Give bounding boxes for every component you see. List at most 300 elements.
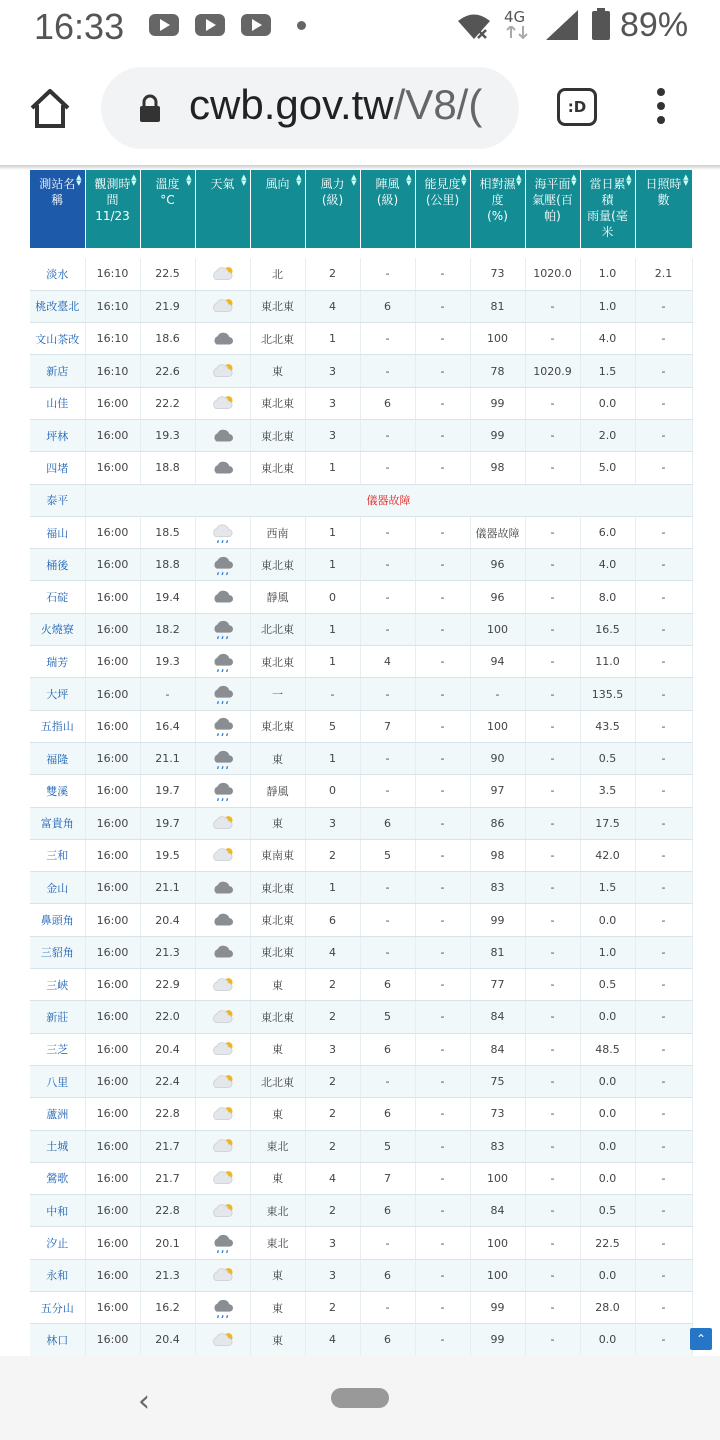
table-row bbox=[30, 581, 692, 613]
cell-dir: 東北東 bbox=[250, 1001, 305, 1033]
rain-icon bbox=[195, 613, 250, 645]
cell-dir: 靜風 bbox=[250, 581, 305, 613]
cell-wind: 2 bbox=[305, 1065, 360, 1097]
cell-gust: 7 bbox=[360, 1162, 415, 1194]
sort-icon[interactable]: ▲ ▼ bbox=[131, 173, 137, 187]
cell-pres: - bbox=[525, 1001, 580, 1033]
sort-icon[interactable]: ▲ ▼ bbox=[626, 173, 632, 187]
column-header[interactable] bbox=[140, 170, 195, 248]
cell-pres: - bbox=[525, 969, 580, 1001]
cell-hum: 96 bbox=[470, 581, 525, 613]
column-header-label: 風力 bbox=[320, 177, 345, 191]
cell-gust: 6 bbox=[360, 1098, 415, 1130]
cell-rain: 0.5 bbox=[580, 1195, 635, 1227]
cell-vis: - bbox=[415, 1033, 470, 1065]
cell-wind: 5 bbox=[305, 710, 360, 742]
station-link[interactable]: 福山 bbox=[30, 516, 85, 548]
cell-pres: - bbox=[525, 1324, 580, 1356]
rain-icon bbox=[195, 1227, 250, 1259]
station-link[interactable]: 鼻頭角 bbox=[30, 904, 85, 936]
station-link[interactable]: 中和 bbox=[30, 1195, 85, 1227]
cell-rain: 3.5 bbox=[580, 775, 635, 807]
cell-time: 16:00 bbox=[85, 904, 140, 936]
cell-wind: 3 bbox=[305, 1227, 360, 1259]
cell-sun: - bbox=[635, 1033, 692, 1065]
cell-temp: 18.8 bbox=[140, 452, 195, 484]
cell-vis: - bbox=[415, 904, 470, 936]
cell-pres: - bbox=[525, 839, 580, 871]
home-icon[interactable] bbox=[26, 84, 74, 132]
cell-wind: 1 bbox=[305, 549, 360, 581]
cell-time: 16:00 bbox=[85, 581, 140, 613]
sort-icon[interactable]: ▲ ▼ bbox=[461, 173, 467, 187]
table-row bbox=[30, 387, 692, 419]
cell-time: 16:00 bbox=[85, 452, 140, 484]
cell-dir: 東 bbox=[250, 1162, 305, 1194]
partly-cloudy-icon bbox=[195, 807, 250, 839]
instrument-fault-cell: 儀器故障 bbox=[85, 484, 692, 516]
table-row bbox=[30, 742, 692, 774]
cell-hum: 94 bbox=[470, 646, 525, 678]
cloudy-icon bbox=[195, 452, 250, 484]
cell-temp: 22.0 bbox=[140, 1001, 195, 1033]
table-row bbox=[30, 516, 692, 548]
cell-sun: - bbox=[635, 1195, 692, 1227]
cloudy-icon bbox=[195, 581, 250, 613]
cell-sun: - bbox=[635, 742, 692, 774]
cell-dir: 東 bbox=[250, 355, 305, 387]
cell-sun: - bbox=[635, 516, 692, 548]
station-link[interactable]: 鶯歌 bbox=[30, 1162, 85, 1194]
cell-hum: 99 bbox=[470, 1324, 525, 1356]
cell-vis: - bbox=[415, 646, 470, 678]
cell-temp: 19.4 bbox=[140, 581, 195, 613]
partly-cloudy-icon bbox=[195, 387, 250, 419]
cell-temp: 20.4 bbox=[140, 1033, 195, 1065]
cell-gust: 6 bbox=[360, 1259, 415, 1291]
column-header-label: 日照時 bbox=[645, 177, 682, 191]
cell-rain: 0.0 bbox=[580, 1098, 635, 1130]
cell-hum: 84 bbox=[470, 1001, 525, 1033]
youtube-notification-icon bbox=[241, 14, 271, 36]
cell-time: 16:00 bbox=[85, 807, 140, 839]
cell-wind: 2 bbox=[305, 1098, 360, 1130]
table-row bbox=[30, 1098, 692, 1130]
cloudy-icon bbox=[195, 872, 250, 904]
station-link[interactable]: 三貂角 bbox=[30, 936, 85, 968]
cell-time: 16:00 bbox=[85, 1324, 140, 1356]
signal-icon bbox=[546, 10, 578, 40]
cell-hum: 81 bbox=[470, 936, 525, 968]
cell-gust: 6 bbox=[360, 1324, 415, 1356]
cell-dir: 東 bbox=[250, 742, 305, 774]
cell-wind: 4 bbox=[305, 1324, 360, 1356]
cell-pres: - bbox=[525, 581, 580, 613]
cell-sun: - bbox=[635, 1292, 692, 1324]
column-header[interactable] bbox=[415, 170, 470, 248]
cell-time: 16:00 bbox=[85, 1065, 140, 1097]
cell-wind: 4 bbox=[305, 936, 360, 968]
cell-vis: - bbox=[415, 839, 470, 871]
cell-temp: 16.4 bbox=[140, 710, 195, 742]
cell-temp: 21.9 bbox=[140, 290, 195, 322]
cell-rain: 2.0 bbox=[580, 419, 635, 451]
cell-vis: - bbox=[415, 549, 470, 581]
cell-time: 16:10 bbox=[85, 258, 140, 290]
cell-sun: - bbox=[635, 355, 692, 387]
cell-rain: 4.0 bbox=[580, 549, 635, 581]
cell-gust: - bbox=[360, 904, 415, 936]
cell-dir: 東 bbox=[250, 1098, 305, 1130]
cell-rain: 1.5 bbox=[580, 355, 635, 387]
cell-dir: 東北東 bbox=[250, 710, 305, 742]
cell-sun: - bbox=[635, 387, 692, 419]
cell-wind: 3 bbox=[305, 1259, 360, 1291]
cell-gust: 5 bbox=[360, 1001, 415, 1033]
cell-wind: 2 bbox=[305, 969, 360, 1001]
cell-gust: 6 bbox=[360, 290, 415, 322]
cell-pres: - bbox=[525, 904, 580, 936]
cell-pres: - bbox=[525, 1227, 580, 1259]
cell-pres: - bbox=[525, 807, 580, 839]
cell-wind: 1 bbox=[305, 452, 360, 484]
cell-time: 16:00 bbox=[85, 549, 140, 581]
cell-wind: 2 bbox=[305, 1130, 360, 1162]
cell-wind: 3 bbox=[305, 419, 360, 451]
station-link[interactable]: 新莊 bbox=[30, 1001, 85, 1033]
table-row bbox=[30, 1195, 692, 1227]
light-rain-icon bbox=[195, 516, 250, 548]
column-header-label: 數 bbox=[657, 193, 670, 207]
station-link[interactable]: 新店 bbox=[30, 355, 85, 387]
cell-pres: - bbox=[525, 387, 580, 419]
partly-cloudy-icon bbox=[195, 1259, 250, 1291]
sort-icon[interactable]: ▲ ▼ bbox=[516, 173, 522, 187]
cell-rain: 6.0 bbox=[580, 516, 635, 548]
partly-cloudy-icon bbox=[195, 290, 250, 322]
cell-hum: 100 bbox=[470, 323, 525, 355]
cell-gust: 4 bbox=[360, 646, 415, 678]
cell-dir: 北 bbox=[250, 258, 305, 290]
cell-temp: 21.1 bbox=[140, 742, 195, 774]
cell-gust: - bbox=[360, 549, 415, 581]
column-header-label: 稱 bbox=[51, 193, 64, 207]
rain-icon bbox=[195, 710, 250, 742]
home-pill-button[interactable] bbox=[331, 1388, 389, 1408]
sort-icon[interactable]: ▲ ▼ bbox=[571, 173, 577, 187]
cell-hum: 78 bbox=[470, 355, 525, 387]
cell-temp: 19.7 bbox=[140, 807, 195, 839]
cell-wind: 0 bbox=[305, 581, 360, 613]
cell-temp: 19.7 bbox=[140, 775, 195, 807]
rain-icon bbox=[195, 678, 250, 710]
cell-time: 16:00 bbox=[85, 969, 140, 1001]
sort-icon[interactable]: ▲ ▼ bbox=[186, 173, 192, 187]
cell-time: 16:00 bbox=[85, 775, 140, 807]
cell-hum: 77 bbox=[470, 969, 525, 1001]
cell-hum: 84 bbox=[470, 1195, 525, 1227]
station-link[interactable]: 文山茶改 bbox=[30, 323, 85, 355]
cell-rain: 0.0 bbox=[580, 1001, 635, 1033]
station-link[interactable]: 四堵 bbox=[30, 452, 85, 484]
cell-temp: 21.7 bbox=[140, 1130, 195, 1162]
cell-sun: - bbox=[635, 646, 692, 678]
cell-sun: - bbox=[635, 1098, 692, 1130]
lock-icon bbox=[139, 94, 161, 122]
back-button[interactable]: ‹ bbox=[138, 1384, 150, 1419]
table-row bbox=[30, 549, 692, 581]
overflow-menu-icon[interactable] bbox=[652, 88, 670, 130]
cell-vis: - bbox=[415, 969, 470, 1001]
cell-wind: 1 bbox=[305, 613, 360, 645]
station-link[interactable]: 汐止 bbox=[30, 1227, 85, 1259]
cell-dir: 東北東 bbox=[250, 452, 305, 484]
column-header-label: (級) bbox=[321, 193, 344, 207]
column-header-label: 海平面 bbox=[534, 177, 571, 191]
table-row bbox=[30, 969, 692, 1001]
cell-gust: - bbox=[360, 872, 415, 904]
cell-dir: 東 bbox=[250, 1033, 305, 1065]
cell-sun: - bbox=[635, 1065, 692, 1097]
station-link[interactable]: 福隆 bbox=[30, 742, 85, 774]
cell-vis: - bbox=[415, 742, 470, 774]
cell-hum: 100 bbox=[470, 613, 525, 645]
station-link[interactable]: 五指山 bbox=[30, 710, 85, 742]
cell-vis: - bbox=[415, 516, 470, 548]
cell-sun: - bbox=[635, 775, 692, 807]
cell-hum: 98 bbox=[470, 452, 525, 484]
cell-temp: 18.2 bbox=[140, 613, 195, 645]
cell-hum: 100 bbox=[470, 710, 525, 742]
column-header[interactable] bbox=[30, 170, 85, 248]
column-header-label: 風向 bbox=[265, 177, 290, 191]
station-link[interactable]: 山佳 bbox=[30, 387, 85, 419]
partly-cloudy-icon bbox=[195, 969, 250, 1001]
table-row bbox=[30, 1001, 692, 1033]
cell-dir: 西南 bbox=[250, 516, 305, 548]
column-header-label: 帕) bbox=[544, 209, 561, 223]
station-link[interactable]: 石碇 bbox=[30, 581, 85, 613]
cell-vis: - bbox=[415, 323, 470, 355]
sort-icon[interactable]: ▲ ▼ bbox=[76, 173, 82, 187]
cell-rain: 135.5 bbox=[580, 678, 635, 710]
station-link[interactable]: 桶後 bbox=[30, 549, 85, 581]
cell-time: 16:00 bbox=[85, 742, 140, 774]
station-link[interactable]: 三和 bbox=[30, 839, 85, 871]
rain-icon bbox=[195, 646, 250, 678]
station-link[interactable]: 三峽 bbox=[30, 969, 85, 1001]
station-link[interactable]: 富貴角 bbox=[30, 807, 85, 839]
cloudy-icon bbox=[195, 936, 250, 968]
cell-hum: - bbox=[470, 678, 525, 710]
station-link[interactable]: 林口 bbox=[30, 1324, 85, 1356]
station-link[interactable]: 坪林 bbox=[30, 419, 85, 451]
cell-temp: 19.5 bbox=[140, 839, 195, 871]
more-notifications-icon bbox=[297, 21, 306, 30]
cell-time: 16:00 bbox=[85, 936, 140, 968]
column-header[interactable] bbox=[525, 170, 580, 248]
cell-gust: - bbox=[360, 1292, 415, 1324]
partly-cloudy-icon bbox=[195, 1130, 250, 1162]
table-row bbox=[30, 1162, 692, 1194]
table-row bbox=[30, 1065, 692, 1097]
cell-pres: - bbox=[525, 1098, 580, 1130]
reader-mode-button[interactable]: :D bbox=[557, 88, 597, 126]
column-header-label: 間 bbox=[106, 193, 119, 207]
cell-gust: - bbox=[360, 516, 415, 548]
cell-pres: - bbox=[525, 872, 580, 904]
data-arrows-icon bbox=[505, 26, 531, 40]
station-link[interactable]: 桃改臺北 bbox=[30, 290, 85, 322]
station-link[interactable]: 五分山 bbox=[30, 1292, 85, 1324]
sort-icon[interactable]: ▲ ▼ bbox=[296, 173, 302, 187]
cell-temp: 22.6 bbox=[140, 355, 195, 387]
rain-icon bbox=[195, 549, 250, 581]
station-link[interactable]: 泰平 bbox=[30, 484, 85, 516]
station-link[interactable]: 大坪 bbox=[30, 678, 85, 710]
table-row bbox=[30, 355, 692, 387]
column-header[interactable] bbox=[195, 170, 250, 248]
sort-icon[interactable]: ▲ ▼ bbox=[683, 173, 689, 187]
cell-rain: 0.0 bbox=[580, 1324, 635, 1356]
column-header-label: 觀測時 bbox=[94, 177, 131, 191]
cell-hum: 99 bbox=[470, 387, 525, 419]
table-row bbox=[30, 323, 692, 355]
sort-icon[interactable]: ▲ ▼ bbox=[351, 173, 357, 187]
cell-time: 16:00 bbox=[85, 1130, 140, 1162]
cell-vis: - bbox=[415, 1292, 470, 1324]
cell-hum: 84 bbox=[470, 1033, 525, 1065]
cell-gust: 5 bbox=[360, 1130, 415, 1162]
station-link[interactable]: 火燒寮 bbox=[30, 613, 85, 645]
column-header[interactable] bbox=[470, 170, 525, 248]
cell-pres: 1020.9 bbox=[525, 355, 580, 387]
column-header-label: 當日累 bbox=[589, 177, 626, 191]
cell-dir: 東北東 bbox=[250, 419, 305, 451]
url-path: /V8/( bbox=[393, 81, 483, 128]
cell-wind: 0 bbox=[305, 775, 360, 807]
cell-sun: - bbox=[635, 807, 692, 839]
cell-temp: 19.3 bbox=[140, 419, 195, 451]
cell-pres: - bbox=[525, 1033, 580, 1065]
cell-vis: - bbox=[415, 710, 470, 742]
column-header[interactable] bbox=[635, 170, 692, 248]
table-row bbox=[30, 1259, 692, 1291]
station-link[interactable]: 金山 bbox=[30, 872, 85, 904]
cell-vis: - bbox=[415, 355, 470, 387]
column-header[interactable] bbox=[580, 170, 635, 248]
table-row bbox=[30, 646, 692, 678]
cell-sun: - bbox=[635, 1130, 692, 1162]
column-header[interactable] bbox=[360, 170, 415, 248]
cell-temp: 20.4 bbox=[140, 904, 195, 936]
cloudy-icon bbox=[195, 419, 250, 451]
cell-gust: - bbox=[360, 258, 415, 290]
station-link[interactable]: 永和 bbox=[30, 1259, 85, 1291]
cell-time: 16:00 bbox=[85, 678, 140, 710]
cell-temp: 18.6 bbox=[140, 323, 195, 355]
station-link[interactable]: 淡水 bbox=[30, 258, 85, 290]
cell-sun: - bbox=[635, 1324, 692, 1356]
youtube-notification-icon bbox=[195, 14, 225, 36]
station-link[interactable]: 雙溪 bbox=[30, 775, 85, 807]
column-header-label: (級) bbox=[376, 193, 399, 207]
cell-dir: 東南東 bbox=[250, 839, 305, 871]
partly-cloudy-icon bbox=[195, 839, 250, 871]
cell-wind: 2 bbox=[305, 1292, 360, 1324]
cell-vis: - bbox=[415, 419, 470, 451]
cell-temp: 21.1 bbox=[140, 872, 195, 904]
cell-temp: 22.8 bbox=[140, 1195, 195, 1227]
cell-pres: - bbox=[525, 1065, 580, 1097]
cell-hum: 96 bbox=[470, 549, 525, 581]
column-header[interactable] bbox=[250, 170, 305, 248]
column-header-label: 米 bbox=[601, 225, 614, 239]
station-link[interactable]: 八里 bbox=[30, 1065, 85, 1097]
cell-vis: - bbox=[415, 1195, 470, 1227]
cell-dir: 東北東 bbox=[250, 904, 305, 936]
cell-vis: - bbox=[415, 1130, 470, 1162]
station-link[interactable]: 蘆洲 bbox=[30, 1098, 85, 1130]
cell-vis: - bbox=[415, 1065, 470, 1097]
cell-dir: 一 bbox=[250, 678, 305, 710]
cell-temp: 22.9 bbox=[140, 969, 195, 1001]
cell-wind: 1 bbox=[305, 872, 360, 904]
cell-vis: - bbox=[415, 807, 470, 839]
cell-gust: 6 bbox=[360, 387, 415, 419]
battery-percent: 89% bbox=[620, 6, 689, 44]
table-row bbox=[30, 452, 692, 484]
cell-pres: - bbox=[525, 1162, 580, 1194]
address-bar[interactable] bbox=[101, 67, 519, 149]
cell-pres: - bbox=[525, 613, 580, 645]
cell-hum: 83 bbox=[470, 1130, 525, 1162]
battery-icon bbox=[592, 8, 610, 40]
cell-rain: 42.0 bbox=[580, 839, 635, 871]
column-header-label: 氣壓(百 bbox=[532, 193, 573, 207]
table-row bbox=[30, 936, 692, 968]
cell-time: 16:00 bbox=[85, 710, 140, 742]
cell-sun: - bbox=[635, 904, 692, 936]
cell-temp: 22.4 bbox=[140, 1065, 195, 1097]
station-link[interactable]: 土城 bbox=[30, 1130, 85, 1162]
column-header[interactable] bbox=[85, 170, 140, 248]
sort-icon[interactable]: ▲ ▼ bbox=[241, 173, 247, 187]
network-type: 4G bbox=[504, 8, 526, 26]
cloudy-icon bbox=[195, 323, 250, 355]
cell-gust: - bbox=[360, 936, 415, 968]
scroll-to-top-button[interactable]: ⌃ bbox=[690, 1328, 712, 1350]
table-row bbox=[30, 839, 692, 871]
cell-sun: - bbox=[635, 1001, 692, 1033]
cell-gust: - bbox=[360, 775, 415, 807]
cell-pres: - bbox=[525, 742, 580, 774]
station-link[interactable]: 瑞芳 bbox=[30, 646, 85, 678]
sort-icon[interactable]: ▲ ▼ bbox=[406, 173, 412, 187]
partly-cloudy-icon bbox=[195, 355, 250, 387]
cell-gust: - bbox=[360, 1065, 415, 1097]
cell-pres: - bbox=[525, 1130, 580, 1162]
column-header[interactable] bbox=[305, 170, 360, 248]
cell-wind: 2 bbox=[305, 839, 360, 871]
table-row bbox=[30, 775, 692, 807]
cell-rain: 11.0 bbox=[580, 646, 635, 678]
cell-temp: 18.8 bbox=[140, 549, 195, 581]
cell-vis: - bbox=[415, 1259, 470, 1291]
cell-rain: 1.0 bbox=[580, 258, 635, 290]
station-link[interactable]: 三芝 bbox=[30, 1033, 85, 1065]
cell-sun: - bbox=[635, 549, 692, 581]
